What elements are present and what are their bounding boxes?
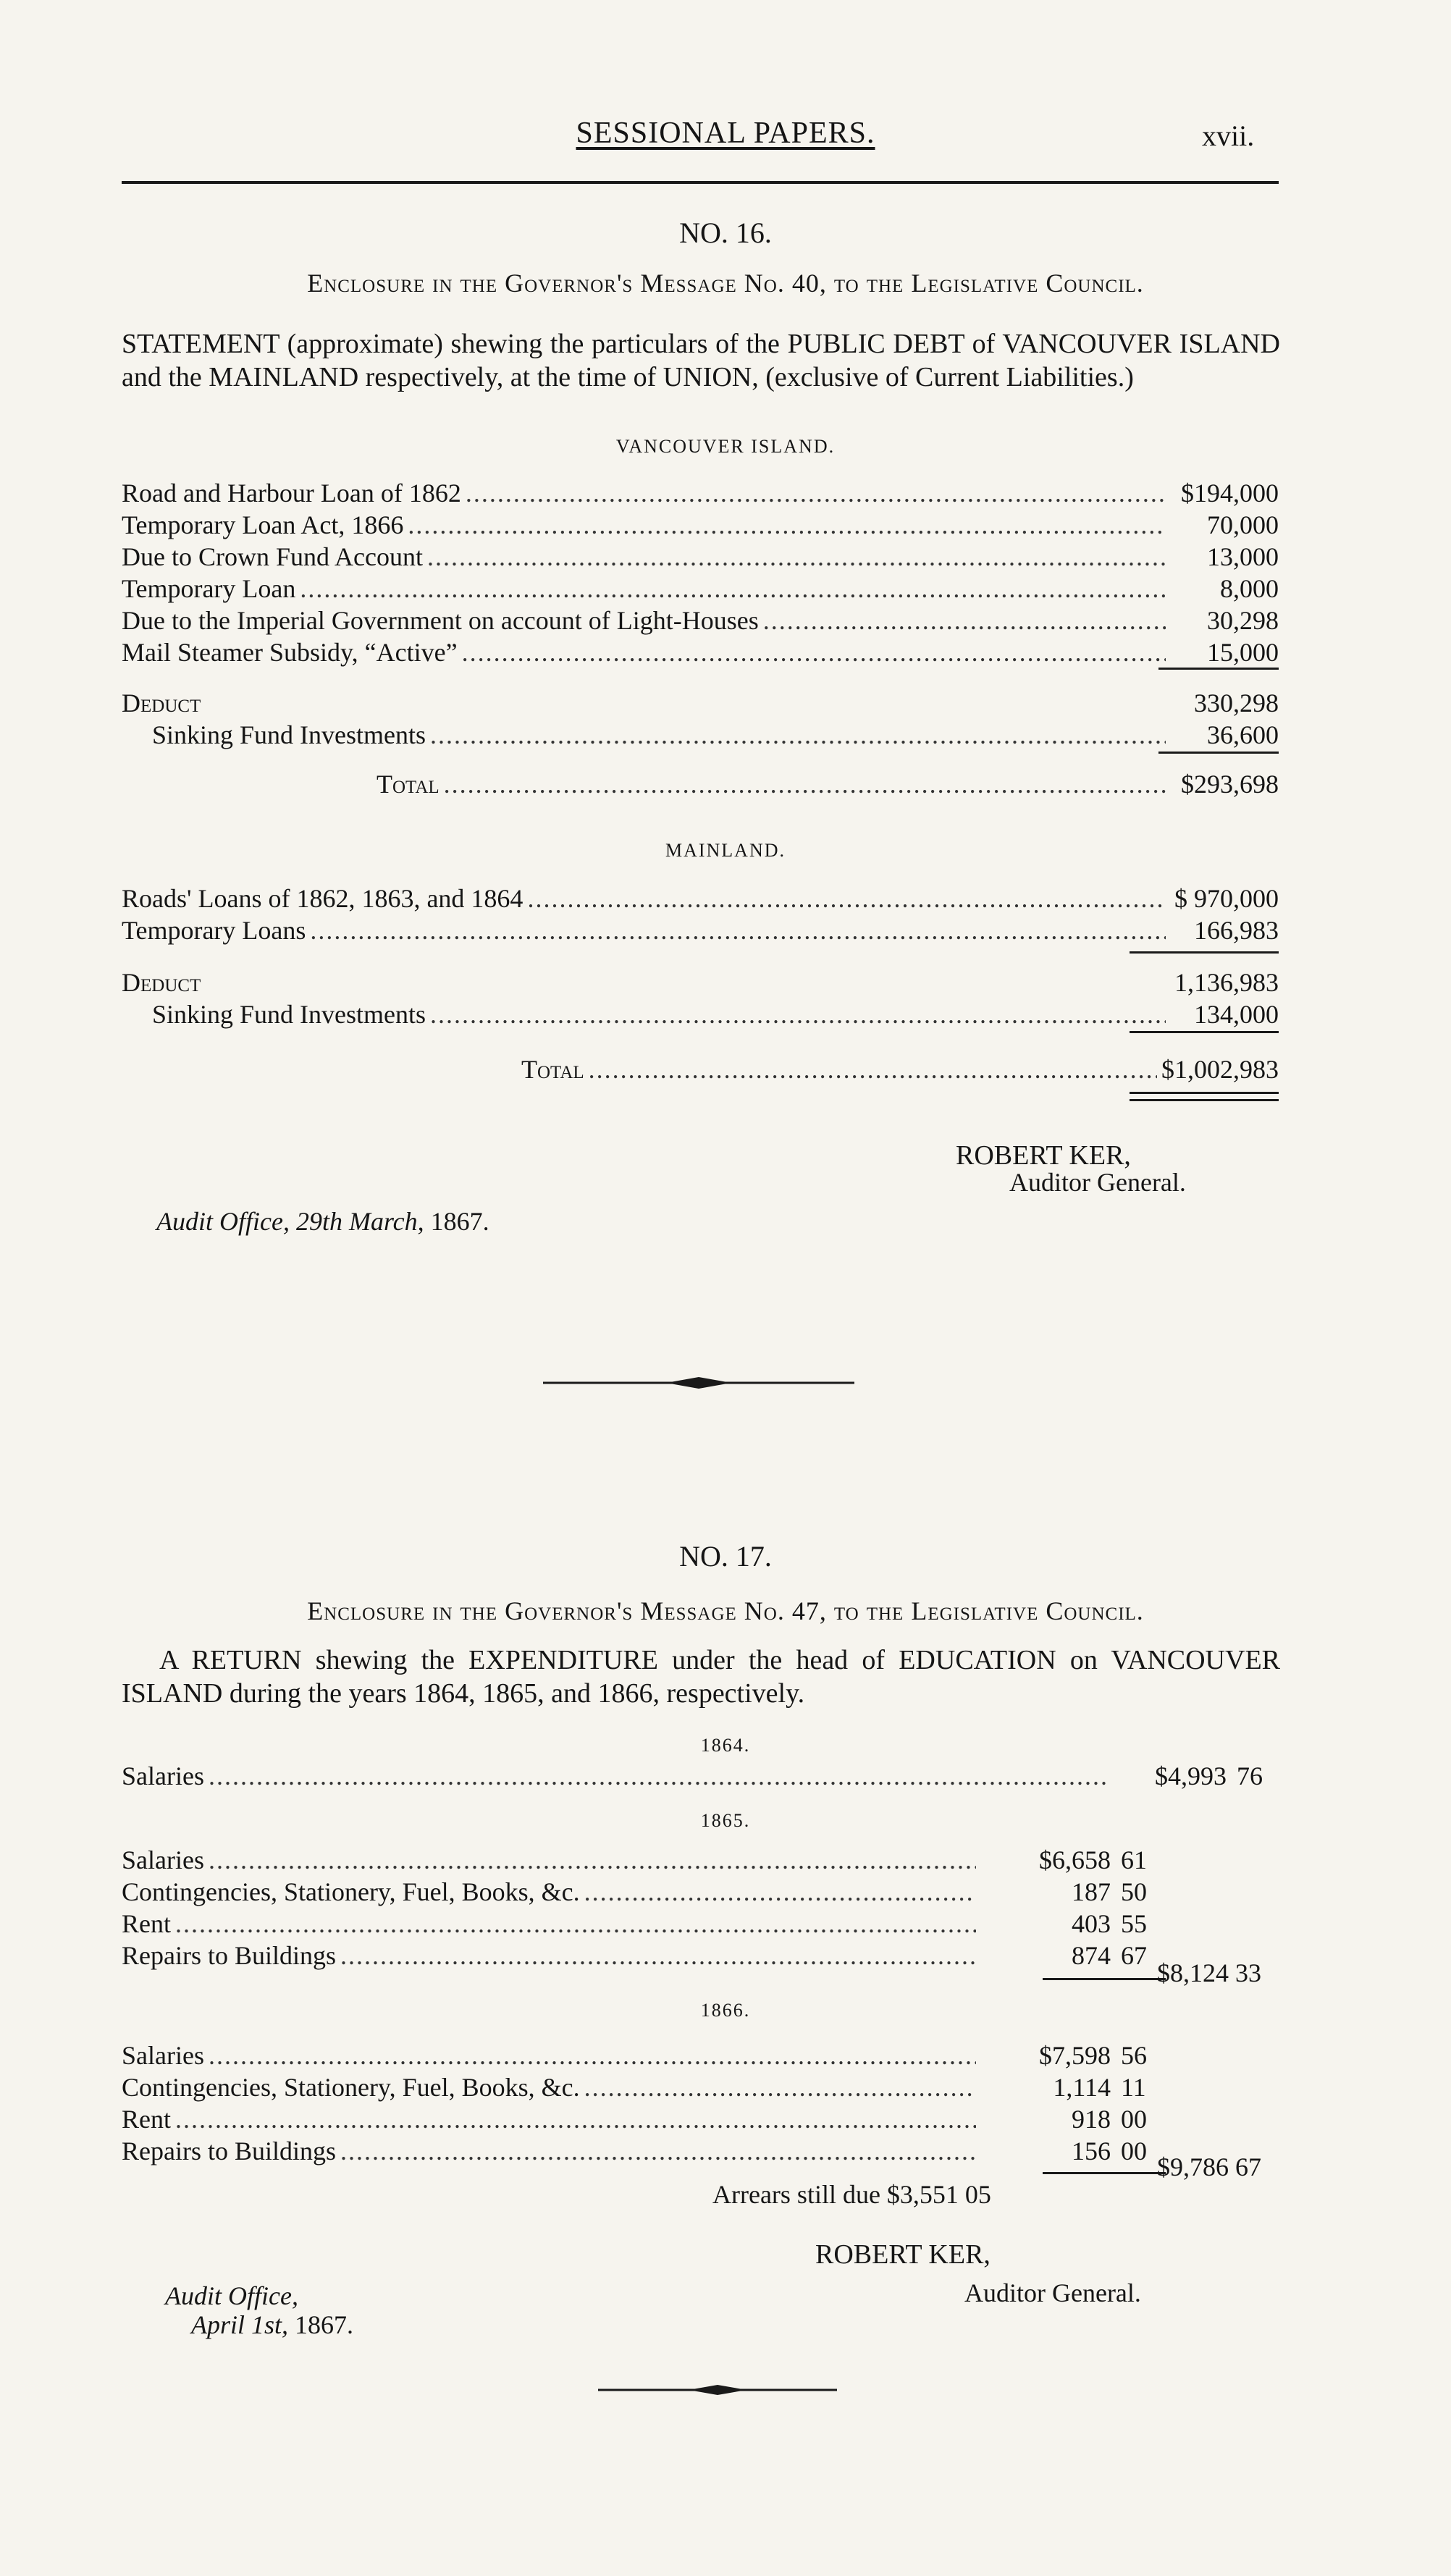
no17-enclosure: Enclosure in the Governor's Message No. 47, to the Legislative Council. xyxy=(307,1596,1144,1625)
header-rule xyxy=(122,181,1279,184)
no17-statement: A RETURN shewing the EXPENDITURE under the head of EDUCATION on VANCOUVER ISLAND during the years 1864, 1865, and 1866, respectively. xyxy=(122,1645,1280,1709)
mainland-subtotal-rule xyxy=(1130,951,1279,954)
vancouver-heading: VANCOUVER ISLAND. xyxy=(615,436,836,457)
education-1866-row: Salaries ..... $7,598 56 xyxy=(122,2040,1287,2072)
page-number: xvii. xyxy=(1202,119,1255,152)
mainland-sinking-row: Sinking Fund Investments ..... 134,000 xyxy=(122,999,1279,1031)
no17-signature-title: Auditor General. xyxy=(964,2278,1141,2307)
total-1866: $9,786 67 xyxy=(1157,2152,1261,2181)
vancouver-item: Temporary Loan Act, 1866 ..... 70,000 xyxy=(122,510,1279,542)
vancouver-item: Road and Harbour Loan of 1862 ..... $194,000 xyxy=(122,478,1279,510)
education-1866-row: Rent ..... 918 00 xyxy=(122,2104,1287,2136)
vancouver-deduct-row: Deduct 330,298 xyxy=(122,689,1279,717)
mainland-item: Roads' Loans of 1862, 1863, and 1864 ..... $ 970,000 xyxy=(122,883,1279,915)
no17-signature-name: ROBERT KER, xyxy=(815,2239,991,2270)
no16-enclosure: Enclosure in the Governor's Message No. 40, to the Legislative Council. xyxy=(307,269,1144,298)
no16-audit-office: Audit Office, 29th March, 1867. xyxy=(156,1207,489,1236)
total-1866-rule xyxy=(1043,2172,1166,2174)
no17-number: NO. 17. xyxy=(679,1540,772,1573)
total-1865-rule xyxy=(1043,1978,1166,1980)
vancouver-total-rule xyxy=(1158,752,1279,754)
no17-audit-date: April 1st, 1867. xyxy=(191,2310,354,2339)
education-1864-row: Salaries ..... $4,993 76 xyxy=(122,1761,1287,1793)
vancouver-subtotal-rule xyxy=(1158,668,1279,670)
education-1865-row: Repairs to Buildings ..... 874 67 xyxy=(122,1940,1287,1972)
mainland-heading: MAINLAND. xyxy=(665,840,786,861)
education-1865-row: Rent ..... 403 55 xyxy=(122,1908,1287,1940)
mainland-deduct-row: Deduct 1,136,983 xyxy=(122,968,1279,997)
education-1866-row: Contingencies, Stationery, Fuel, Books, &c. ..... 1,114 11 xyxy=(122,2072,1287,2104)
section-divider-ornament xyxy=(543,1372,854,1394)
arrears-still-due: Arrears still due $3,551 05 xyxy=(712,2180,991,2209)
mainland-total-rule xyxy=(1130,1031,1279,1033)
education-1865-row: Contingencies, Stationery, Fuel, Books, &c. ..... 187 50 xyxy=(122,1877,1287,1908)
vancouver-sinking-row: Sinking Fund Investments ..... 36,600 xyxy=(122,720,1279,752)
education-1865-row: Salaries ..... $6,658 61 xyxy=(122,1845,1287,1877)
vancouver-total-row: Total ..... $293,698 xyxy=(377,769,1279,801)
vancouver-item: Temporary Loan ..... 8,000 xyxy=(122,573,1279,605)
vancouver-item: Mail Steamer Subsidy, “Active” ..... 15,000 xyxy=(122,637,1279,669)
mainland-double-rule-1 xyxy=(1130,1092,1279,1094)
running-title: SESSIONAL PAPERS. xyxy=(576,117,875,150)
mainland-double-rule-2 xyxy=(1130,1099,1279,1101)
no16-signature-title: Auditor General. xyxy=(1009,1168,1186,1197)
heading-1864: 1864. xyxy=(700,1735,751,1756)
mainland-item: Temporary Loans ..... 166,983 xyxy=(122,915,1279,947)
vancouver-item: Due to Crown Fund Account ..... 13,000 xyxy=(122,542,1279,573)
heading-1866: 1866. xyxy=(700,2000,751,2021)
mainland-total-row: Total ..... $1,002,983 xyxy=(521,1054,1279,1086)
no16-signature-name: ROBERT KER, xyxy=(956,1140,1131,1171)
no17-audit-office: Audit Office, xyxy=(165,2281,298,2310)
end-divider-ornament xyxy=(598,2379,837,2401)
no16-number: NO. 16. xyxy=(679,216,772,249)
total-1865: $8,124 33 xyxy=(1157,1958,1261,1987)
education-1866-row: Repairs to Buildings ..... 156 00 xyxy=(122,2136,1287,2168)
no16-statement: STATEMENT (approximate) shewing the particulars of the PUBLIC DEBT of VANCOUVER ISLAND and the MAINLAND respectively, at the time of UNION, (exclusive of Current Liabilities.) xyxy=(122,329,1280,392)
vancouver-item: Due to the Imperial Government on account of Light-Houses ..... 30,298 xyxy=(122,605,1279,637)
heading-1865: 1865. xyxy=(700,1810,751,1831)
